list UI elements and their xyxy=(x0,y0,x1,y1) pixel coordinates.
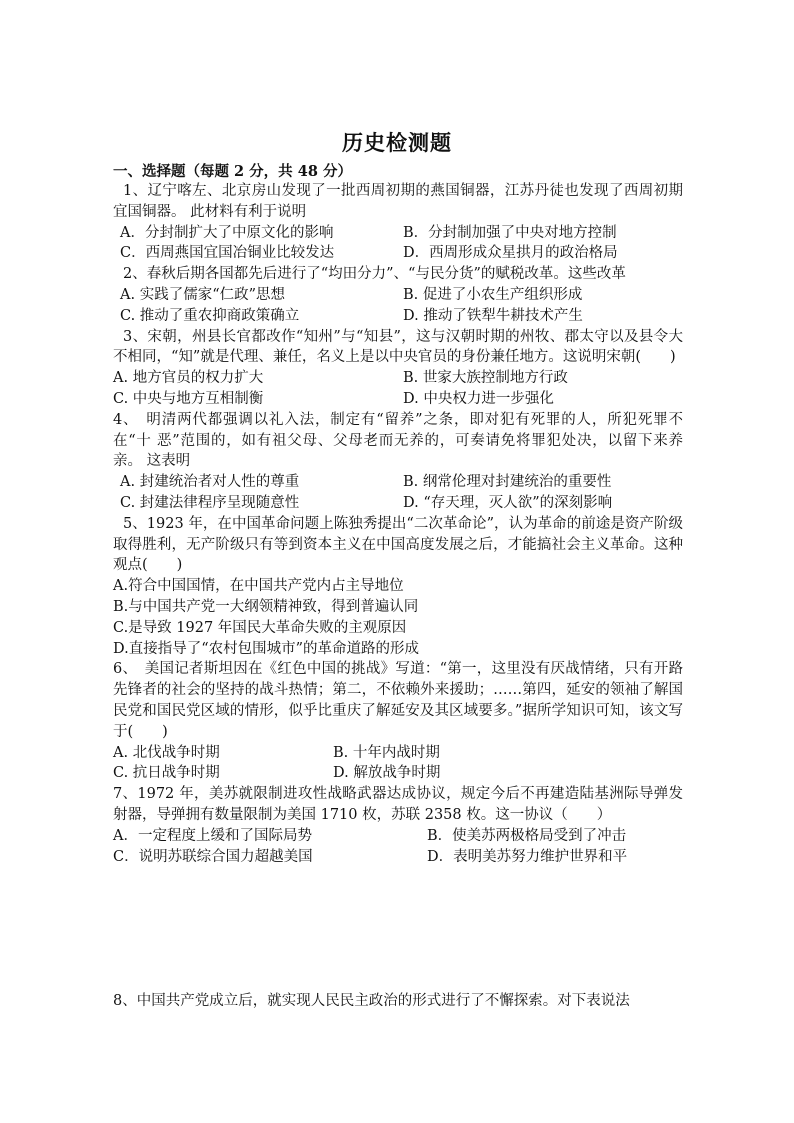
section-heading: 一、选择题（每题 2 分，共 48 分） xyxy=(113,163,352,180)
option-b[interactable]: B. 纲常伦理对封建统治的重要性 xyxy=(403,474,612,491)
option-c[interactable]: C.是导致 1927 年国民大革命失败的主观原因 xyxy=(113,619,407,636)
question-stem: 6、 美国记者斯坦因在《红色中国的挑战》写道：“第一，这里没有厌战情绪，只有开路先锋者的社会的坚持的战斗热情；第二，不依赖外来援助；……第四，延安的领袖了解国民党和国民党区域的情形，似乎比重庆了解延安及其区域要多。”据所学知识可知，该文写于( ) xyxy=(113,661,683,740)
question-6 xyxy=(113,659,683,784)
option-c[interactable]: C. 抗日战争时期 xyxy=(113,765,220,782)
option-group xyxy=(113,223,683,265)
question-2 xyxy=(113,264,683,326)
question-7 xyxy=(113,784,683,867)
option-d[interactable]: D.直接指导了“农村包围城市”的革命道路的形成 xyxy=(113,640,420,657)
question-stem: 8、中国共产党成立后，就实现人民民主政治的形式进行了不懈探索。对下表说法 xyxy=(113,993,630,1010)
option-a[interactable]: A. 地方官员的权力扩大 xyxy=(113,370,264,387)
question-5 xyxy=(113,514,683,660)
option-a[interactable]: A. 实践了儒家“仁政”思想 xyxy=(120,286,286,303)
question-stem: 5、1923 年，在中国革命问题上陈独秀提出“二次革命论”，认为革命的前途是资产阶级取得胜利，无产阶级只有等到资本主义在中国高度发展之后，才能搞社会主义革命。这种观点( ) xyxy=(113,515,683,574)
option-d[interactable]: D. 中央权力进一步强化 xyxy=(403,390,554,407)
option-group xyxy=(113,368,683,410)
question-stem: 3、宋朝，州县长官都改作“知州”与“知县”，这与汉朝时期的州牧、郡太守以及县令大不相同，“知”就是代理、兼任，名义上是以中央官员的身份兼任地方。这说明宋朝( ) xyxy=(113,328,683,366)
option-a[interactable]: A. 封建统治者对人性的尊重 xyxy=(120,474,300,491)
page-title: 历史检测题 xyxy=(342,130,452,155)
option-c[interactable]: C. 中央与地方互相制衡 xyxy=(113,390,264,407)
option-d[interactable]: D. “存天理，灭人欲”的深刻影响 xyxy=(403,494,613,511)
option-c[interactable]: C．说明苏联综合国力超越美国 xyxy=(113,848,313,865)
question-3 xyxy=(113,327,683,410)
option-c[interactable]: C. 推动了重农抑商政策确立 xyxy=(120,307,300,324)
page-gap xyxy=(113,867,683,991)
option-a[interactable]: A．分封制扩大了中原文化的影响 xyxy=(120,224,334,241)
question-stem: 7、1972 年，美苏就限制进攻性战略武器达成协议，规定今后不再建造陆基洲际导弹发射器，导弹拥有数量限制为美国 1710 枚，苏联 2358 枚。这一协议（ ） xyxy=(113,786,683,823)
question-4 xyxy=(113,410,683,514)
option-a[interactable]: A．一定程度上缓和了国际局势 xyxy=(113,827,312,844)
option-b[interactable]: B. 十年内战时期 xyxy=(333,744,440,761)
option-group xyxy=(113,472,683,514)
question-stem: 2、春秋后期各国都先后进行了“均田分力”、“与民分货”的赋税改革。这些改革 xyxy=(123,266,626,283)
option-d[interactable]: D．表明美苏努力维护世界和平 xyxy=(427,848,628,865)
option-b[interactable]: B．分封制加强了中央对地方控制 xyxy=(403,224,617,241)
option-b[interactable]: B.与中国共产党一大纲领精神致，得到普遍认同 xyxy=(113,598,419,615)
option-group xyxy=(113,285,683,327)
option-a[interactable]: A. 北伐战争时期 xyxy=(113,744,220,761)
option-a[interactable]: A.符合中国国情，在中国共产党内占主导地位 xyxy=(113,578,404,595)
option-group xyxy=(113,826,683,868)
option-c[interactable]: C．西周燕国宜国冶铜业比较发达 xyxy=(120,245,335,262)
option-b[interactable]: B．使美苏两极格局受到了冲击 xyxy=(427,827,627,844)
option-d[interactable]: D．西周形成众星拱月的政治格局 xyxy=(403,245,618,262)
option-group xyxy=(113,743,683,785)
option-b[interactable]: B. 促进了小农生产组织形成 xyxy=(403,286,583,303)
option-d[interactable]: D. 解放战争时期 xyxy=(333,765,441,782)
option-c[interactable]: C. 封建法律程序呈现随意性 xyxy=(120,494,300,511)
option-b[interactable]: B. 世家大族控制地方行政 xyxy=(403,370,568,387)
question-stem: 4、 明清两代都强调以礼入法，制定有“留养”之条，即对犯有死罪的人，所犯死罪不在“十 恶”范围的，如有祖父母、父母老而无养的，可奏请免将罪犯处决，以留下来养亲。 这表明 xyxy=(113,411,683,470)
question-1 xyxy=(113,181,683,264)
question-8 xyxy=(113,991,683,1012)
question-stem: 1、辽宁喀左、北京房山发现了一批西周初期的燕国铜器，江苏丹徒也发现了西周初期宜国铜器。 此材料有利于说明 xyxy=(113,183,683,220)
question-list xyxy=(113,181,683,1012)
option-d[interactable]: D. 推动了铁犁牛耕技术产生 xyxy=(403,307,583,324)
